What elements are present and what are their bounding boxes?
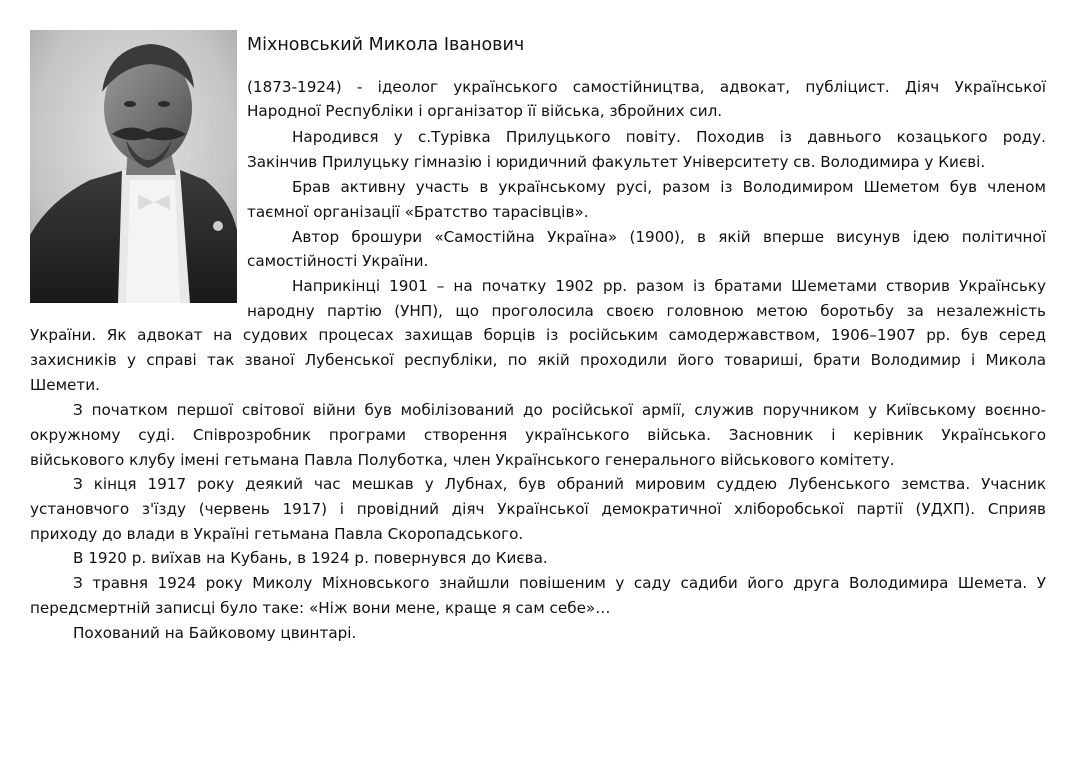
text-line: З початком першої світової війни був мобілізований до російської армії, служив поручником у Київському воєнно-	[73, 401, 1046, 419]
text-line: Народився у с.Турівка Прилуцького повіту. Походив із давнього козацького роду.	[292, 128, 1046, 146]
text-line: захисників у справі так званої Лубенської республіки, по якій проходили його товариші, брати Володимир і Микола	[30, 351, 1046, 369]
text-line: установчого з'їзду (червень 1917) і провідний діяч Української демократичної хліборобської партії (УДХП). Сприяв	[30, 500, 1046, 518]
text-line: Наприкінці 1901 – на початку 1902 рр. разом із братами Шеметами створив Українську	[292, 277, 1046, 295]
text-line: З травня 1924 року Миколу Міхновського знайшли повішеним у саду садиби його друга Володимира Шемета. У	[73, 574, 1046, 592]
text-line: Закінчив Прилуцьку гімназію і юридичний факультет Університету св. Володимира у Києві.	[247, 153, 986, 171]
text-line: Брав активну участь в українському русі, разом із Володимиром Шеметом був членом	[292, 178, 1046, 196]
portrait-photo	[30, 30, 237, 303]
text-line: народну партію (УНП), що проголосила своєю головною метою боротьбу за незалежність	[247, 302, 1046, 320]
text-line: Похований на Байковому цвинтарі.	[73, 624, 357, 642]
text-line: Народної Республіки і організатор її війська, збройних сил.	[247, 102, 723, 120]
text-line: Шемети.	[30, 376, 100, 394]
text-line: передсмертній записці було таке: «Ніж вони мене, краще я сам себе»…	[30, 599, 611, 617]
text-line: військового клубу імені гетьмана Павла Полуботка, член Українського генерального військового комітету.	[30, 451, 895, 469]
text-line: В 1920 р. виїхав на Кубань, в 1924 р. повернувся до Києва.	[73, 549, 548, 567]
text-line: Автор брошури «Самостійна Україна» (1900), в якій вперше висунув ідею політичної	[292, 228, 1046, 246]
text-line: України. Як адвокат на судових процесах захищав борців із російським самодержавством, 1906–1907 рр. був серед	[30, 326, 1046, 344]
text-line: З кінця 1917 року деякий час мешкав у Лубнах, був обраний мировим суддею Лубенського земства. Учасник	[73, 475, 1046, 493]
text-line: самостійності України.	[247, 252, 429, 270]
text-line: приходу до влади в Україні гетьмана Павла Скоропадського.	[30, 525, 524, 543]
page-title: Міхновський Микола Іванович	[247, 35, 525, 55]
text-line: (1873-1924) - ідеолог українського самостійництва, адвокат, публіцист. Діяч Української	[247, 78, 1046, 96]
portrait-image	[30, 30, 237, 303]
text-line: таємної організації «Братство тарасівців».	[247, 203, 589, 221]
text-line: окружному суді. Співрозробник програми створення українського війська. Засновник і керівник Українського	[30, 426, 1046, 444]
